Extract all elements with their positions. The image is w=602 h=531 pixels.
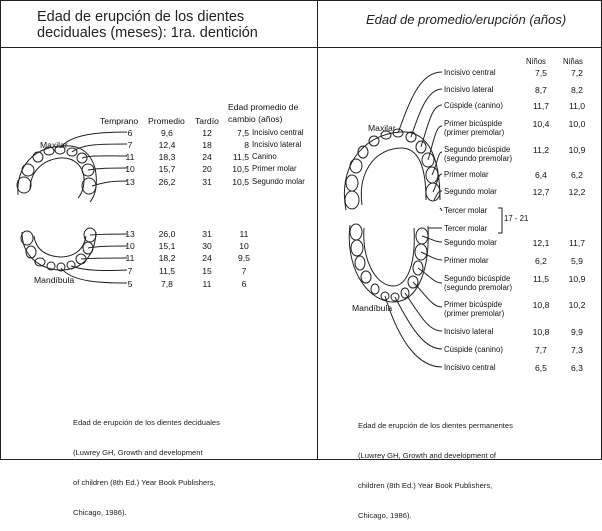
deciduous-maxilar-promedio-value: 18,3 [158, 152, 176, 162]
deciduous-mandibula-temprano-value: 5 [127, 279, 133, 289]
permanent-ninas-value: 6,2 [571, 170, 583, 180]
deciduous-mandibula-promedio-value: 18,2 [158, 253, 176, 263]
permanent-ninos-value: 8,7 [535, 85, 547, 95]
deciduous-lower-leader-lines [61, 234, 127, 283]
deciduous-maxilar-temprano-value: 10 [125, 164, 135, 174]
deciduous-tooth-name: Canino [252, 152, 277, 161]
deciduous-mandibula-temprano-value: 7 [127, 266, 133, 276]
permanent-ninas-value: 10,9 [568, 274, 586, 284]
deciduous-mandibula-temprano-value: 11 [125, 253, 135, 263]
deciduous-mandibula-promedio-value: 7,8 [161, 279, 173, 289]
deciduous-maxilar-tardio-value: 20 [202, 164, 212, 174]
permanent-tooth-name: Incisivo lateral [444, 85, 494, 94]
permanent-panel-title: Edad de promedio/erupción (años) [318, 1, 601, 48]
title-line-1: Edad de erupción de los dientes [37, 9, 245, 25]
permanent-tooth-name: Segundo bicúspide (segundo premolar) [444, 274, 513, 292]
permanent-ninos-value: 10,8 [532, 327, 550, 337]
permanent-tooth-name: Incisivo central [444, 68, 496, 77]
header-ninas: Niñas [563, 57, 583, 66]
permanent-tooth-name: Incisivo lateral [444, 327, 494, 336]
deciduous-mandibula-cambio-value: 9,5 [238, 253, 250, 263]
permanent-ninas-value: 9,9 [571, 327, 583, 337]
permanent-ninas-value: 8,2 [571, 85, 583, 95]
deciduous-tooth-name: Incisivo lateral [252, 140, 302, 149]
permanent-ninos-value: 10,8 [532, 300, 550, 310]
deciduous-mandibula-cambio-value: 11 [239, 229, 249, 239]
deciduous-maxilar-temprano-value: 11 [125, 152, 135, 162]
permanent-tooth-name: Cúspide (canino) [444, 345, 503, 354]
permanent-ninas-value: 5,9 [571, 256, 583, 266]
deciduous-lower-arch-illustration [21, 228, 96, 271]
permanent-ninas-value: 7,3 [571, 345, 583, 355]
permanent-ninas-value: 12,2 [568, 187, 586, 197]
permanent-tooth-name: Segundo molar [444, 187, 497, 196]
permanent-ninas-value: 10,0 [568, 119, 586, 129]
permanent-tooth-name: Primer molar [444, 256, 489, 265]
permanent-tooth-name: Primer bicúspide (primer premolar) [444, 119, 505, 137]
permanent-tooth-name: Incisivo central [444, 363, 496, 372]
permanent-tooth-name: Primer molar [444, 170, 489, 179]
deciduous-maxilar-tardio-value: 24 [202, 152, 212, 162]
permanent-ninos-value: 12,1 [532, 238, 550, 248]
deciduous-mandibula-temprano-value: 13 [125, 229, 135, 239]
permanent-ninos-value: 10,4 [532, 119, 550, 129]
deciduous-mandibula-tardio-value: 24 [202, 253, 212, 263]
deciduous-maxilar-promedio-value: 15,7 [158, 164, 176, 174]
permanent-tooth-name: Segundo molar [444, 238, 497, 247]
permanent-tooth-name: Primer bicúspide (primer premolar) [444, 300, 505, 318]
permanent-upper-arch-illustration [344, 129, 440, 210]
deciduous-maxilar-promedio-value: 26,2 [158, 177, 176, 187]
deciduous-maxilar-temprano-value: 6 [127, 128, 133, 138]
deciduous-tooth-name: Primer molar [252, 164, 297, 173]
deciduous-mandibula-cambio-value: 6 [241, 279, 247, 289]
header-cambio-2: cambio (años) [228, 114, 283, 124]
permanent-ninos-value: 6,5 [535, 363, 547, 373]
permanent-ninas-value: 11,0 [568, 101, 586, 111]
permanent-caption: Edad de erupción de los dientes permanentes (Luwrey GH, Growth and development of children (8th Ed.) Year Book Publishers, Chicago, 1986). [358, 421, 513, 520]
deciduous-maxilar-cambio-value: 8 [244, 140, 249, 150]
deciduous-maxilar-temprano-value: 13 [125, 177, 135, 187]
deciduous-mandibula-promedio-value: 11,5 [158, 266, 176, 276]
permanent-ninos-value: 11,2 [532, 145, 550, 155]
permanent-ninos-value: 7,7 [535, 345, 547, 355]
permanent-maxilar-label: Maxilar [368, 123, 396, 133]
deciduous-mandibula-tardio-value: 15 [202, 266, 212, 276]
deciduous-upper-arch-illustration [17, 146, 96, 202]
deciduous-maxilar-temprano-value: 7 [127, 140, 133, 150]
permanent-ninas-value: 11,7 [568, 238, 586, 248]
deciduous-caption: Edad de erupción de los dientes deciduales (Luwrey GH, Growth and development of children (8th Ed.) Year Book Publishers, Chicago, 1986). [73, 418, 220, 517]
permanent-ninos-value: 6,4 [535, 170, 547, 180]
header-tardio: Tardío [195, 116, 219, 126]
header-temprano: Temprano [100, 116, 139, 126]
deciduous-mandibula-temprano-value: 10 [125, 241, 135, 251]
deciduous-maxilar-cambio-value: 11,5 [232, 152, 249, 162]
deciduous-tooth-name: Segundo molar [252, 177, 305, 186]
deciduous-maxilar-cambio-value: 7,5 [237, 128, 249, 138]
header-promedio: Promedio [148, 116, 185, 126]
permanent-mandibula-label: Mandíbula [352, 303, 393, 313]
permanent-ninas-value: 10,9 [568, 145, 586, 155]
deciduous-maxilar-promedio-value: 12,4 [158, 140, 176, 150]
deciduous-mandibula-tardio-value: 31 [202, 229, 212, 239]
deciduous-maxilar-cambio-value: 10,5 [232, 164, 249, 174]
deciduous-maxilar-tardio-value: 12 [202, 128, 212, 138]
permanent-lower-arch-illustration [349, 224, 428, 302]
permanent-ninos-value: 12,7 [532, 187, 550, 197]
permanent-ninos-value: 7,5 [535, 68, 547, 78]
permanent-tooth-name: Tercer molar [444, 206, 488, 215]
permanent-ninas-value: 7,2 [571, 68, 583, 78]
mandibula-label: Mandíbula [34, 275, 75, 285]
permanent-ninas-value: 6,3 [571, 363, 583, 373]
permanent-tooth-name: Tercer molar [444, 224, 488, 233]
deciduous-mandibula-cambio-value: 7 [241, 266, 247, 276]
deciduous-tooth-name: Incisivo central [252, 128, 304, 137]
permanent-ninos-value: 11,5 [532, 274, 550, 284]
permanent-ninas-value: 10,2 [568, 300, 586, 310]
deciduous-mandibula-tardio-value: 11 [202, 279, 212, 289]
permanent-tooth-name: Cúspide (canino) [444, 101, 503, 110]
deciduous-mandibula-cambio-value: 10 [239, 241, 249, 251]
maxilar-label: Maxilar [40, 140, 68, 150]
deciduous-maxilar-tardio-value: 18 [202, 140, 212, 150]
deciduous-mandibula-tardio-value: 30 [202, 241, 212, 251]
header-cambio-1: Edad promedio de [228, 102, 299, 112]
deciduous-mandibula-promedio-value: 15,1 [158, 241, 176, 251]
permanent-tooth-name: Segundo bicúspide (segundo premolar) [444, 145, 513, 163]
deciduous-mandibula-promedio-value: 26,0 [158, 229, 176, 239]
header-ninos: Niños [526, 57, 546, 66]
tercer-molar-range: 17 - 21 [504, 214, 529, 223]
deciduous-maxilar-tardio-value: 31 [202, 177, 212, 187]
title-line-2: deciduales (meses): 1ra. dentición [37, 25, 258, 41]
deciduous-maxilar-promedio-value: 9,6 [161, 128, 173, 138]
deciduous-maxilar-cambio-value: 10,5 [232, 177, 249, 187]
permanent-ninos-value: 6,2 [535, 256, 547, 266]
permanent-ninos-value: 11,7 [532, 101, 550, 111]
permanent-leader-lines [385, 72, 505, 367]
